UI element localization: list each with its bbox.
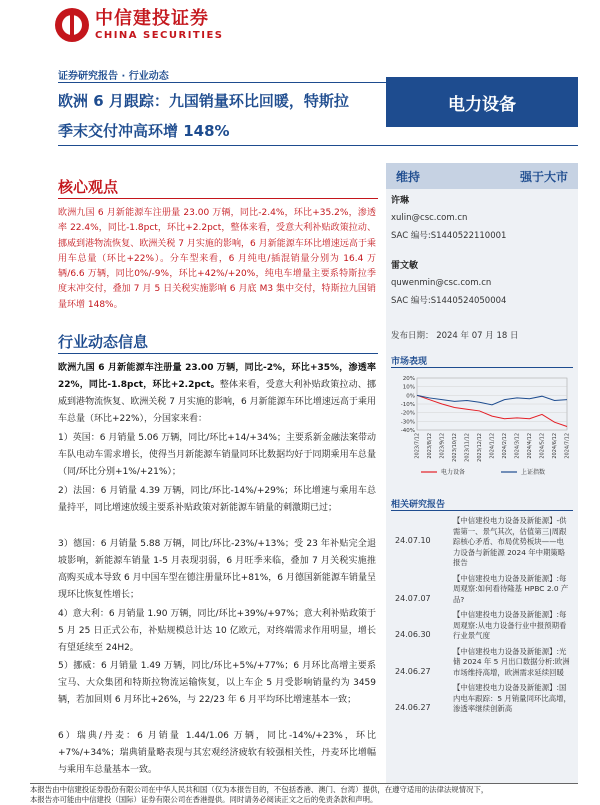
report-date: 24.07.07 bbox=[395, 593, 431, 603]
chart-y-tick-label: -10% bbox=[400, 402, 415, 408]
market-divider bbox=[391, 367, 573, 368]
core-text: 欧洲九国 6 月新能源车注册量 23.00 万辆，同比-2.4%，环比+35.2%，渗透率 22.4%，同比-1.8pct，环比+2.2pct，整体来看，受意大利补贴政策拉动、挪威到港物流恢复、欧洲关税 7 月实施的影响，6 月新能源车环比增速远高于乘用车总量（环比+22%）。分车型来看，6 月纯电/插混销量分别为 16.4 万辆/6.6 万辆，同比0%/-9%，环比+42%/+20%，纯电车增量主要系特斯拉季度末冲交付，叠加 7 月 5 日关税实施影响 6 月底 M3 集中交付，特斯拉九国销量环增 148%。 bbox=[58, 208, 376, 310]
news-paragraph: 6）瑞典/丹麦：6 月销量 1.44/1.06 万辆，同比-14%/+23%，环比+7%/+34%；瑞典销量略表现与其宏观经济疲软有较强相关性，丹麦环比增幅与乘用车总量基本一致。 bbox=[58, 731, 376, 775]
chart-y-tick-label: 0% bbox=[406, 393, 415, 400]
chart-x-tick-label: 2024/7/12 bbox=[564, 433, 571, 459]
news-paragraph: 2）法国：6 月销量 4.39 万辆，同比/环比-14%/+29%；环比增速与乘用车总量持平，同比增速放缓主要系补贴政策对新能源车销量的刺激期已过； bbox=[58, 486, 376, 513]
chart-x-tick-label: 2023/12/12 bbox=[477, 433, 483, 462]
news-paragraph: 4）意大利：6 月销量 1.90 万辆，同比/环比+39%/+97%；意大利补贴政策于 5 月 25 日正式公布，补贴规模总计达 10 亿欧元，对终端需求作用明显，增长有望延续至 24H2。 bbox=[58, 609, 376, 653]
footer-divider bbox=[30, 783, 578, 784]
report-item[interactable] bbox=[391, 574, 573, 606]
report-link[interactable]: 【中信建投电力设备及新能源】:每周观察:如何看待隆基 HPBC 2.0 产品? bbox=[453, 573, 569, 604]
chart-series-line bbox=[417, 395, 567, 426]
report-date: 24.06.27 bbox=[395, 703, 431, 712]
chart-y-tick-label: -40% bbox=[400, 428, 415, 434]
report-link[interactable]: 【中信建投电力设备及新能源】:国内电车跟踪：5 月销量同环比高增，渗透率继续创新高 bbox=[453, 683, 571, 713]
core-heading: 核心观点 bbox=[58, 178, 119, 196]
chart-legend-label: 电力设备 bbox=[441, 469, 466, 476]
report-item[interactable] bbox=[391, 647, 573, 679]
report-date: 24.07.10 bbox=[395, 536, 431, 545]
reports-divider bbox=[391, 510, 573, 511]
report-item[interactable] bbox=[391, 516, 573, 569]
chart-x-tick-label: 2024/5/12 bbox=[539, 433, 546, 459]
report-title: 欧洲 6 月跟踪：九国销量环比回暖，特斯拉季末交付冲高环增 148% bbox=[58, 92, 349, 140]
analyst-name: 许琳 bbox=[391, 196, 410, 206]
chart-x-tick-label: 2023/10/12 bbox=[452, 433, 458, 462]
footer-line: 本报告由中信建投证券股份有限公司在中华人民共和国（仅为本报告目的，不包括香港、澳门、台湾）提供，在遵守适用的法律法规情况下， bbox=[30, 785, 489, 794]
chart-y-tick-label: -20% bbox=[400, 410, 415, 417]
analyst-block bbox=[391, 259, 506, 308]
analyst-sac: SAC 编号:S1440522110001 bbox=[391, 231, 507, 241]
chart-x-tick-label: 2024/2/12 bbox=[502, 433, 508, 459]
news-lead-bold: 欧洲九国 6 月新能源车注册量 23.00 万辆，同比-2%，环比+35%，渗透率 22%，同比-1.8pct，环比+2.2pct。 bbox=[58, 363, 376, 390]
chart-x-tick-label: 2024/3/12 bbox=[514, 433, 521, 459]
reports-heading: 相关研究报告 bbox=[391, 500, 446, 510]
logo-en-text: CHINA SECURITIES bbox=[95, 29, 224, 41]
rating-label: 维持 bbox=[396, 169, 421, 184]
market-chart bbox=[391, 372, 573, 480]
report-date: 24.06.27 bbox=[395, 666, 431, 676]
news-paragraph: 3）德国：6 月销量 5.88 万辆，同比/环比-23%/+13%；受 23 年补贴完全退坡影响，新能源车销量 1-5 月表现羽弱，6 月旺季来临，叠加 7 月关税实施推高购买成本导致 6 月中国车型在德注册量环比+81%，6 月德国新能源车销量呈现环比恢复性增长； bbox=[58, 539, 376, 600]
chart-y-tick-label: 10% bbox=[402, 384, 415, 391]
logo-mark-icon bbox=[55, 8, 89, 42]
news-paragraph: 5）挪威：6 月销量 1.49 万辆，同比/环比+5%/+77%；6 月环比高增主要系宝马、大众集团和特斯拉物流运输恢复，以上车企 5 月受影响销量约为 3459 辆，若加回则 6 月环比+26%，与 22/23 年 6 月平均环比增速基本一致； bbox=[58, 661, 376, 705]
report-link[interactable]: 【中信建投电力设备及新能源】-供需第一、景气其次，估值第三|周跟踪核心矛盾、布局优势板块——电力设备与新能源 2024 年中期策略报告 bbox=[453, 516, 567, 567]
chart-y-tick-label: -30% bbox=[400, 419, 415, 426]
rating-bar bbox=[386, 163, 578, 189]
core-divider bbox=[58, 198, 378, 199]
news-paragraph bbox=[58, 360, 376, 428]
chart-x-tick-label: 2023/7/12 bbox=[414, 433, 421, 459]
company-logo bbox=[55, 8, 224, 42]
chart-legend-label: 上证指数 bbox=[521, 469, 546, 476]
analyst-email: quwenmin@csc.com.cn bbox=[391, 278, 492, 288]
chart-x-tick-label: 2023/11/12 bbox=[464, 433, 471, 462]
logo-cn-text: 中信建投证券 bbox=[95, 7, 209, 29]
report-kicker: 证券研究报告 · 行业动态 bbox=[58, 71, 169, 82]
news-lead-text: 整体来看，受意大利补贴政策拉动、挪威到港物流恢复、欧洲关税 7 月实施的影响，6 月新能源车环比增速远高于乘用车总量（环比+22%），分国家来看： bbox=[58, 380, 376, 424]
sector-badge: 电力设备 bbox=[386, 77, 578, 127]
rating-value: 强于大市 bbox=[519, 169, 568, 184]
report-link[interactable]: 【中信建投电力设备及新能源】:每周观察:从电力设备行业中报预期看行业景气度 bbox=[453, 610, 567, 640]
reports-list bbox=[391, 516, 573, 720]
news-heading: 行业动态信息 bbox=[58, 333, 149, 351]
publish-date: 发布日期： 2024 年 07 月 18 日 bbox=[391, 331, 519, 341]
analyst-email: xulin@csc.com.cn bbox=[391, 213, 468, 223]
market-heading: 市场表现 bbox=[391, 357, 428, 367]
chart-y-tick-label: 20% bbox=[402, 376, 415, 382]
footer-line: 本报告亦可能由中信建投（国际）证券有限公司在香港提供。同时请务必阅读正文之后的免责条款和声明。 bbox=[30, 795, 378, 804]
news-divider bbox=[58, 353, 378, 354]
report-item[interactable] bbox=[391, 683, 573, 715]
analyst-block bbox=[391, 194, 506, 243]
chart-x-tick-label: 2023/8/12 bbox=[427, 433, 433, 459]
analyst-name: 雷文敏 bbox=[391, 261, 419, 271]
footer-disclaimer bbox=[30, 785, 590, 805]
market-chart-svg bbox=[391, 372, 573, 480]
chart-x-tick-label: 2024/4/12 bbox=[527, 433, 533, 459]
report-date: 24.06.30 bbox=[395, 630, 431, 639]
news-paragraph: 1）英国：6 月销量 5.06 万辆，同比/环比+14/+34%；主要系新金融法案带动车队电动车需求增长，使得当月新能源车销量同环比数据均好于同期乘用车总量（同/环比分别+1%/+21%）； bbox=[58, 433, 376, 477]
chart-x-tick-label: 2023/9/12 bbox=[439, 433, 446, 459]
analyst-sac: SAC 编号:S1440524050004 bbox=[391, 296, 507, 306]
title-divider bbox=[58, 145, 578, 146]
report-item[interactable] bbox=[391, 610, 573, 642]
report-link[interactable]: 【中信建投电力设备及新能源】:光储 2024 年 5 月出口数据分析:欧洲市场维持高增，欧洲需求延续回暖 bbox=[453, 646, 570, 677]
chart-x-tick-label: 2024/6/12 bbox=[552, 433, 558, 459]
chart-x-tick-label: 2024/1/12 bbox=[489, 433, 496, 459]
